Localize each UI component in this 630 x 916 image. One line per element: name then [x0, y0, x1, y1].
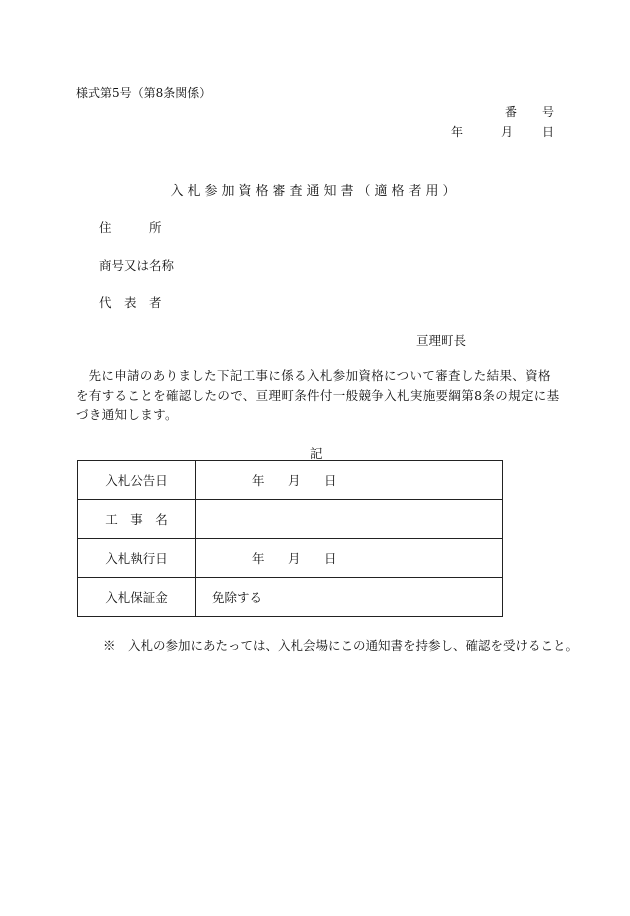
bid-notice-date-label: 入札公告日: [78, 461, 196, 500]
day-label: 日: [324, 473, 337, 488]
number-label: 番: [504, 105, 517, 119]
table-row: [78, 500, 503, 539]
month-label: 月: [288, 551, 301, 566]
project-name-value: [196, 500, 503, 539]
issuer-name: 亘理町長: [416, 333, 467, 348]
bid-execution-date-label: 入札執行日: [78, 539, 196, 578]
year-label: 年: [451, 125, 464, 139]
bid-execution-date-value: [196, 539, 503, 578]
issue-date-line: [451, 123, 554, 140]
bid-bond-value: 免除する: [196, 578, 503, 617]
table-row: [78, 578, 503, 617]
day-label: 日: [541, 125, 554, 139]
notice-body: 先に申請のありました下記工事に係る入札参加資格について審査した結果、資格を有することを確認したので、亘理町条件付一般競争入札実施要綱第8条の規定に基づき通知します。: [76, 368, 560, 422]
attendance-note: ※ 入札の参加にあたっては、入札会場にこの通知書を持参し、確認を受けること。: [103, 638, 579, 653]
form-number: 様式第5号（第8条関係）: [76, 86, 212, 100]
number-suffix: 号: [541, 105, 554, 119]
year-label: 年: [252, 473, 265, 488]
project-name-label: 工 事 名: [78, 500, 196, 539]
document-number-line: [497, 103, 554, 120]
table-row: [78, 539, 503, 578]
company-name-label: 商号又は名称: [99, 258, 175, 273]
table-row: [78, 461, 503, 500]
address-label: 住 所: [99, 220, 162, 235]
details-table: [77, 460, 503, 617]
month-label: 月: [500, 125, 513, 139]
representative-label: 代 表 者: [99, 295, 162, 310]
month-label: 月: [288, 473, 301, 488]
year-label: 年: [252, 551, 265, 566]
document-title: 入札参加資格審査通知書（適格者用）: [170, 184, 460, 199]
ki-heading: 記: [310, 446, 323, 461]
bid-notice-date-value: [196, 461, 503, 500]
day-label: 日: [324, 551, 337, 566]
bid-bond-label: 入札保証金: [78, 578, 196, 617]
